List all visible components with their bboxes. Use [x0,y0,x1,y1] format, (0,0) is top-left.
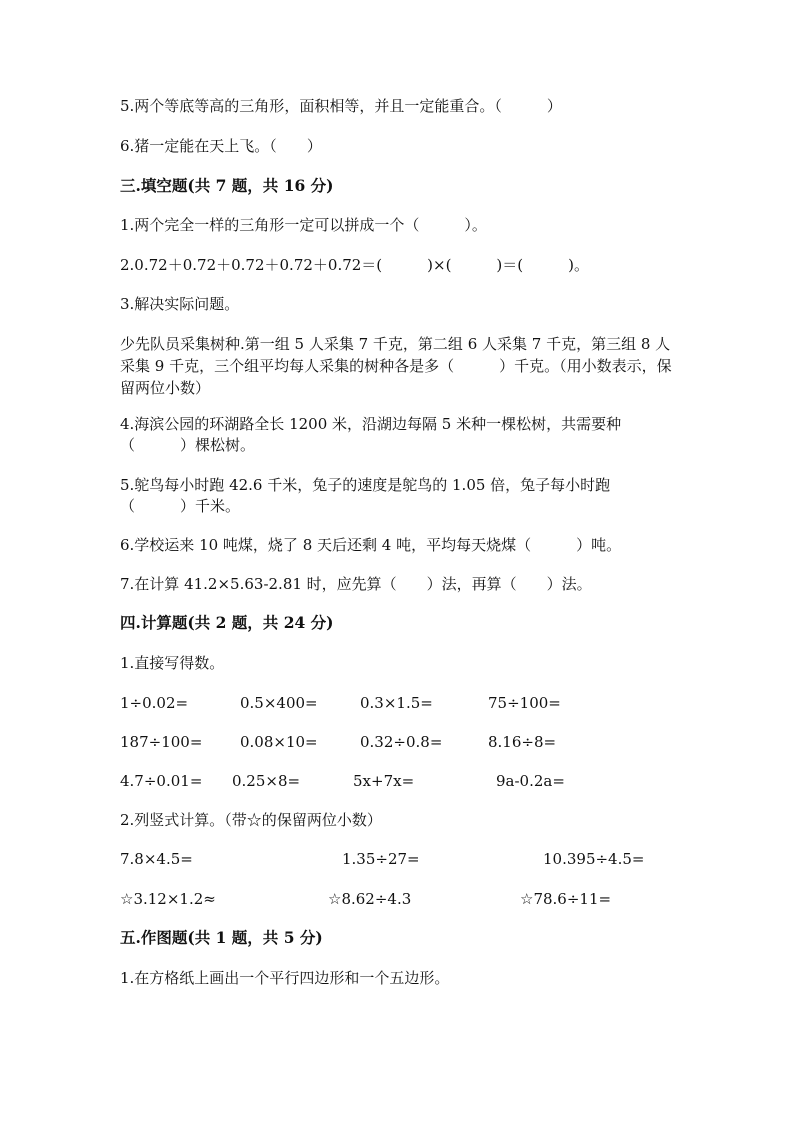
fill-question-6: 6.学校运来 10 吨煤，烧了 8 天后还剩 4 吨，平均每天烧煤（ ）吨。 [120,536,622,554]
judgment-question-6: 6.猪一定能在天上飞。（ ） [120,137,322,155]
vertical-calc-item: 10.395÷4.5= [543,850,645,868]
vertical-calc-item: 7.8×4.5= [120,850,193,868]
fill-question-3-title: 3.解决实际问题。 [120,295,240,313]
oral-calc-item: 187÷100= [120,733,203,751]
oral-calc-item: 0.25×8= [232,772,301,790]
calc-question-1-title: 1.直接写得数。 [120,654,225,672]
oral-calc-item: 0.08×10= [240,733,318,751]
vertical-calc-item: ☆3.12×1.2≈ [120,890,216,908]
vertical-calc-item: ☆8.62÷4.3 [328,890,412,908]
fill-question-4-line-2: （ ）棵松树。 [120,436,256,454]
fill-question-1: 1.两个完全一样的三角形一定可以拼成一个（ ）。 [120,216,487,234]
oral-calc-item: 75÷100= [488,694,561,712]
fill-section-heading: 三.填空题(共 7 题，共 16 分) [120,176,334,195]
oral-calc-item: 9a-0.2a= [496,772,565,790]
vertical-calc-item: 1.35÷27= [342,850,420,868]
fill-question-2: 2.0.72＋0.72＋0.72＋0.72＋0.72＝( )×( )＝( )。 [120,256,589,274]
draw-question-1: 1.在方格纸上画出一个平行四边形和一个五边形。 [120,969,450,987]
oral-calc-item: 0.32÷0.8= [360,733,443,751]
fill-question-5-line-1: 5.鸵鸟每小时跑 42.6 千米，兔子的速度是鸵鸟的 1.05 倍，兔子每小时跑 [120,476,611,494]
calc-section-heading: 四.计算题(共 2 题，共 24 分) [120,613,334,632]
oral-calc-item: 0.5×400= [240,694,318,712]
fill-question-4-line-1: 4.海滨公园的环湖路全长 1200 米，沿湖边每隔 5 米种一棵松树，共需要种 [120,415,622,433]
oral-calc-item: 1÷0.02= [120,694,189,712]
fill-question-3-body: 少先队员采集树种.第一组 5 人采集 7 千克，第二组 6 人采集 7 千克，第三组 8 人采集 9 千克，三个组平均每人采集的树种各是多（ ）千克。（用小数表示，保留两位小数） [120,335,672,397]
oral-calc-item: 4.7÷0.01= [120,772,203,790]
vertical-calc-item: ☆78.6÷11= [520,890,612,908]
oral-calc-item: 5x+7x= [353,772,415,790]
calc-question-2-title: 2.列竖式计算。（带☆的保留两位小数） [120,811,382,829]
draw-section-heading: 五.作图题(共 1 题，共 5 分) [120,928,323,947]
fill-question-7: 7.在计算 41.2×5.63-2.81 时，应先算（ ）法，再算（ ）法。 [120,575,592,593]
judgment-question-5: 5.两个等底等高的三角形，面积相等，并且一定能重合。（ ） [120,97,562,115]
oral-calc-item: 0.3×1.5= [360,694,433,712]
oral-calc-item: 8.16÷8= [488,733,557,751]
fill-question-5-line-2: （ ）千米。 [120,497,241,515]
